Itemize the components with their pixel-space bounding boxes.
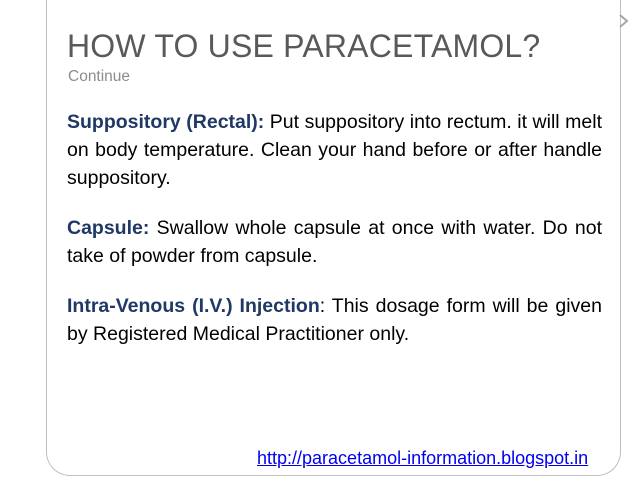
term-capsule: Capsule: (67, 217, 150, 239)
slide-subtitle: Continue (68, 68, 131, 85)
term-suppository: Suppository (Rectal): (67, 111, 265, 133)
text-suppository: Put suppository into rectum. it will melt on body temperature. Clean your hand before or after handle suppository. (67, 111, 602, 189)
term-injection: Intra-Venous (I.V.) Injection (67, 295, 320, 317)
text-injection: : This dosage form will be given by Registered Medical Practitioner only. (67, 295, 602, 345)
source-link[interactable]: http://paracetamol-information.blogspot.in (257, 448, 589, 468)
slide-title: HOW TO USE PARACETAMOL? (67, 28, 541, 64)
text-capsule: Swallow whole capsule at once with water. Do not take of powder from capsule. (67, 217, 602, 267)
